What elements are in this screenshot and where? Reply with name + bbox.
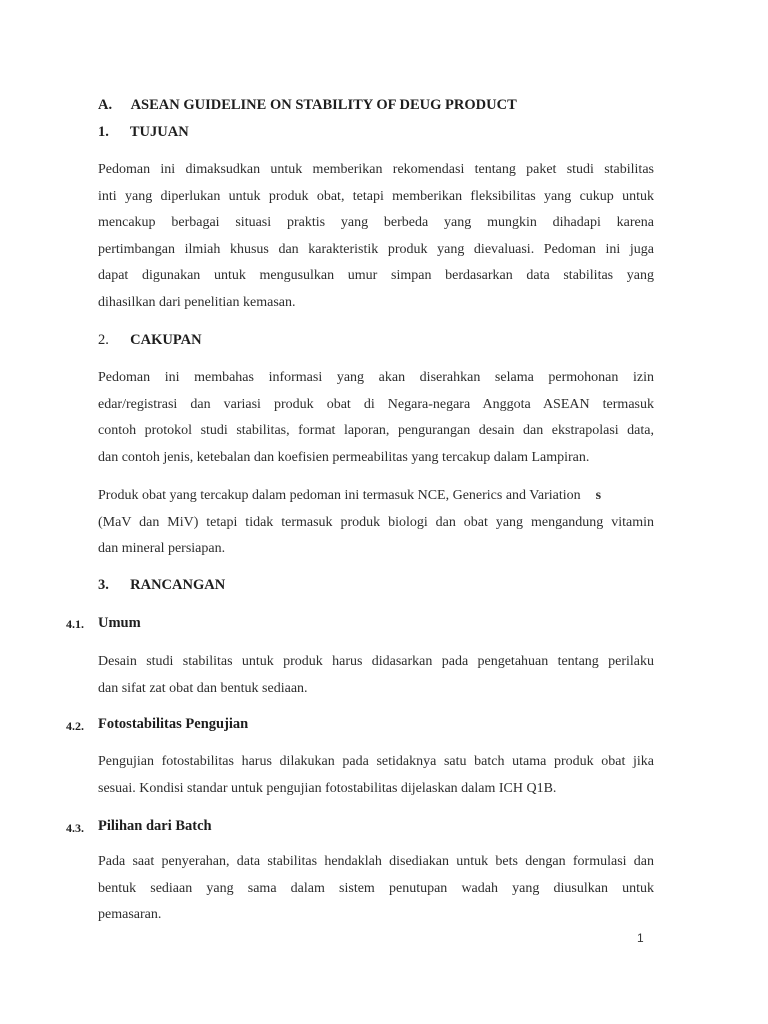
paragraph-line (98, 483, 654, 510)
paragraph-line: contoh protokol studi stabilitas, format laporan, pengurangan desain dan ekstrapolasi data, (98, 423, 654, 438)
paragraph-line: inti yang diperlukan untuk produk obat, tetapi memberikan fleksibilitas yang cukup untuk (98, 188, 654, 204)
section-1-number: 1. (98, 124, 109, 140)
subsection-4-2-title: Fotostabilitas Pengujian (98, 716, 249, 732)
section-2-number: 2. (98, 332, 109, 348)
section-3-heading (98, 577, 225, 594)
subsection-4-3-number: 4.3. (66, 821, 84, 835)
subsection-4-1-title: Umum (98, 615, 141, 631)
paragraph-line: Pedoman ini membahas informasi yang akan diserahkan selama permohonan izin (98, 370, 654, 385)
paragraph-line: edar/registrasi dan variasi produk obat di Negara-negara Anggota ASEAN termasuk (98, 396, 654, 412)
section-1-heading (98, 124, 189, 141)
paragraph-line: sesuai. Kondisi standar untuk pengujian fotostabilitas dijelaskan dalam ICH Q1B. (98, 780, 557, 796)
paragraph-line: dan mineral persiapan. (98, 541, 226, 556)
subsection-4-3-title: Pilihan dari Batch (98, 818, 212, 834)
paragraph-tujuan (98, 157, 654, 316)
paragraph-line: mencakup berbagai situasi praktis yang berbeda yang mungkin dihadapi karena (98, 215, 654, 230)
paragraph-cakupan-2 (98, 483, 654, 563)
paragraph-batch (98, 849, 654, 929)
subsection-4-1-number: 4.1. (66, 617, 84, 631)
heading-a-number: A. (98, 97, 113, 113)
paragraph-line: bentuk sediaan yang sama dalam sistem penutupan wadah yang diusulkan untuk (98, 880, 654, 896)
paragraph-line: Pada saat penyerahan, data stabilitas hendaklah disediakan untuk bets dengan formulasi dan (98, 854, 654, 869)
subsection-4-2-number: 4.2. (66, 719, 84, 733)
paragraph-line: dan sifat zat obat dan bentuk sediaan. (98, 680, 308, 696)
paragraph-cakupan-1 (98, 365, 654, 471)
paragraph-line: dihasilkan dari penelitian kemasan. (98, 294, 296, 310)
page-number: 1 (637, 931, 644, 945)
paragraph-line: Desain studi stabilitas untuk produk harus didasarkan pada pengetahuan tentang perilaku (98, 654, 654, 669)
section-1-title: TUJUAN (129, 124, 189, 140)
paragraph-line-bold: s (595, 488, 602, 503)
section-3-title: RANCANGAN (130, 577, 226, 593)
paragraph-fotostabilitas (98, 749, 654, 802)
paragraph-line: dan contoh jenis, ketebalan dan koefisien permeabilitas yang tercakup dalam Lampiran. (98, 449, 590, 465)
section-2-title: CAKUPAN (130, 332, 202, 348)
paragraph-line: pemasaran. (98, 907, 162, 922)
paragraph-line-text: Produk obat yang tercakup dalam pedoman ini termasuk NCE, Generics and Variation (98, 488, 581, 503)
section-3-number: 3. (98, 577, 109, 593)
heading-a-title: ASEAN GUIDELINE ON STABILITY OF DEUG PRODUCT (130, 97, 517, 113)
paragraph-line: dapat digunakan untuk mengusulkan umur simpan berdasarkan data stabilitas yang (98, 268, 654, 283)
paragraph-line: (MaV dan MiV) tetapi tidak termasuk produk biologi dan obat yang mengandung vitamin (98, 514, 654, 530)
paragraph-umum (98, 649, 654, 702)
paragraph-line: Pengujian fotostabilitas harus dilakukan pada setidaknya satu batch utama produk obat jika (98, 754, 654, 769)
paragraph-line: Pedoman ini dimaksudkan untuk memberikan rekomendasi tentang paket studi stabilitas (98, 162, 654, 177)
heading-a (98, 97, 517, 114)
section-2-heading (98, 332, 202, 349)
paragraph-line: pertimbangan ilmiah khusus dan karakteristik produk yang dievaluasi. Pedoman ini juga (98, 241, 654, 257)
